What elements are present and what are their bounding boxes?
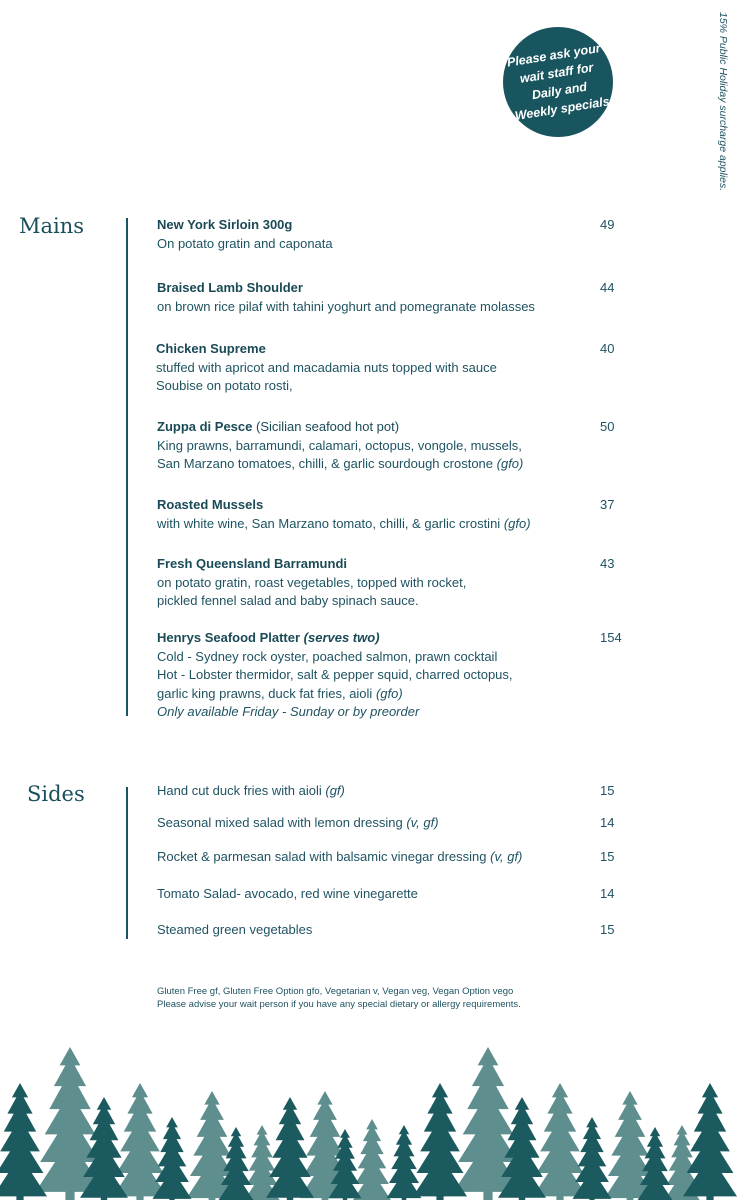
menu-item-desc: garlic king prawns, duck fat fries, aioli [157, 685, 373, 701]
menu-item [157, 555, 597, 611]
side-item [157, 848, 597, 867]
menu-item-desc: King prawns, barramundi, calamari, octopus, vongole, mussels, [157, 437, 522, 453]
menu-item [157, 496, 597, 533]
menu-item [157, 216, 597, 253]
side-item-text: Steamed green vegetables [157, 922, 313, 937]
specials-badge-text: Please ask your wait staff for Daily and Weekly specials [505, 41, 611, 124]
dietary-legend [157, 986, 521, 1011]
specials-badge [503, 27, 613, 137]
dietary-tag: (gfo) [503, 515, 531, 531]
menu-item-name-row [157, 418, 597, 437]
menu-item-desc: pickled fennel salad and baby spinach sauce. [157, 593, 419, 608]
menu-item-desc: on potato gratin, roast vegetables, topped with rocket, [157, 574, 467, 590]
dietary-tag: (gf) [325, 783, 345, 798]
side-item [157, 814, 597, 833]
sides-title: Sides [27, 782, 85, 806]
side-item-price: 15 [600, 922, 615, 937]
dietary-legend-line: Gluten Free gf, Gluten Free Option gfo, Vegetarian v, Vegan veg, Vegan Option vego [157, 986, 514, 997]
menu-item-desc: San Marzano tomatoes, chilli, & garlic sourdough crostone [157, 456, 494, 471]
dietary-tag: (v, gf) [490, 849, 523, 864]
mains-title: Mains [19, 214, 85, 238]
menu-item-desc-row [157, 685, 597, 704]
menu-item-desc: Cold - Sydney rock oyster, poached salmon, prawn cocktail [157, 648, 498, 664]
menu-item-desc: on brown rice pilaf with tahini yoghurt and pomegranate molasses [157, 298, 535, 314]
menu-item-desc: Hot - Lobster thermidor, salt & pepper squid, charred octopus, [157, 667, 513, 682]
side-item-text: Hand cut duck fries with aioli [157, 783, 322, 798]
side-item-text: Seasonal mixed salad with lemon dressing [157, 815, 403, 830]
menu-item-note: Only available Friday - Sunday or by preorder [157, 704, 420, 719]
menu-item-desc: stuffed with apricot and macadamia nuts topped with sauce [156, 359, 497, 375]
menu-item-name: Chicken Supreme [156, 341, 266, 356]
surcharge-note: 15% Public Holiday surcharge applies. [717, 12, 729, 192]
side-item [157, 921, 597, 940]
sides-divider [126, 787, 128, 939]
menu-item [157, 279, 597, 316]
dietary-tag: (gfo) [375, 685, 403, 701]
allergy-note: Please advise your wait person if you have any special dietary or allergy requirements. [157, 998, 521, 1010]
side-item-price: 14 [600, 886, 615, 901]
menu-item-price: 154 [600, 630, 622, 645]
menu-item [156, 340, 596, 396]
menu-item-desc-row [157, 455, 597, 474]
side-item [157, 782, 597, 801]
menu-item-price: 40 [600, 341, 615, 356]
pine-tree-forest-icon [0, 1035, 744, 1200]
menu-item-subtitle: (Sicilian seafood hot pot) [252, 419, 400, 434]
mains-divider [126, 218, 128, 716]
menu-item-name-row [157, 629, 597, 648]
side-item-price: 14 [600, 815, 615, 830]
menu-item [157, 629, 597, 722]
menu-item-desc: On potato gratin and caponata [157, 235, 333, 251]
menu-item-name: Fresh Queensland Barramundi [157, 556, 347, 571]
menu-item-name: Zuppa di Pesce [157, 419, 253, 434]
side-item-text: Tomato Salad- avocado, red wine vinegarette [157, 886, 418, 901]
menu-item-price: 37 [600, 497, 615, 512]
dietary-tag: (v, gf) [406, 815, 439, 830]
menu-item-desc: Soubise on potato rosti, [156, 378, 293, 393]
menu-item-price: 49 [600, 217, 615, 232]
menu-item-price: 44 [600, 280, 615, 295]
menu-item-name: Roasted Mussels [157, 497, 264, 512]
side-item [157, 885, 597, 904]
dietary-tag: (gfo) [496, 456, 524, 471]
menu-item-desc: with white wine, San Marzano tomato, chilli, & garlic crostini [157, 515, 501, 531]
menu-item-price: 43 [600, 556, 615, 571]
menu-item-price: 50 [600, 419, 615, 434]
menu-item-desc-row [157, 515, 597, 534]
side-item-price: 15 [600, 783, 615, 798]
side-item-price: 15 [600, 849, 615, 864]
menu-item [157, 418, 597, 474]
menu-item-name: Braised Lamb Shoulder [157, 280, 303, 295]
menu-item-name: Henrys Seafood Platter [157, 630, 301, 645]
menu-item-name: New York Sirloin 300g [157, 217, 293, 232]
side-item-text: Rocket & parmesan salad with balsamic vinegar dressing [157, 849, 487, 864]
menu-item-serves: (serves two) [300, 630, 380, 645]
